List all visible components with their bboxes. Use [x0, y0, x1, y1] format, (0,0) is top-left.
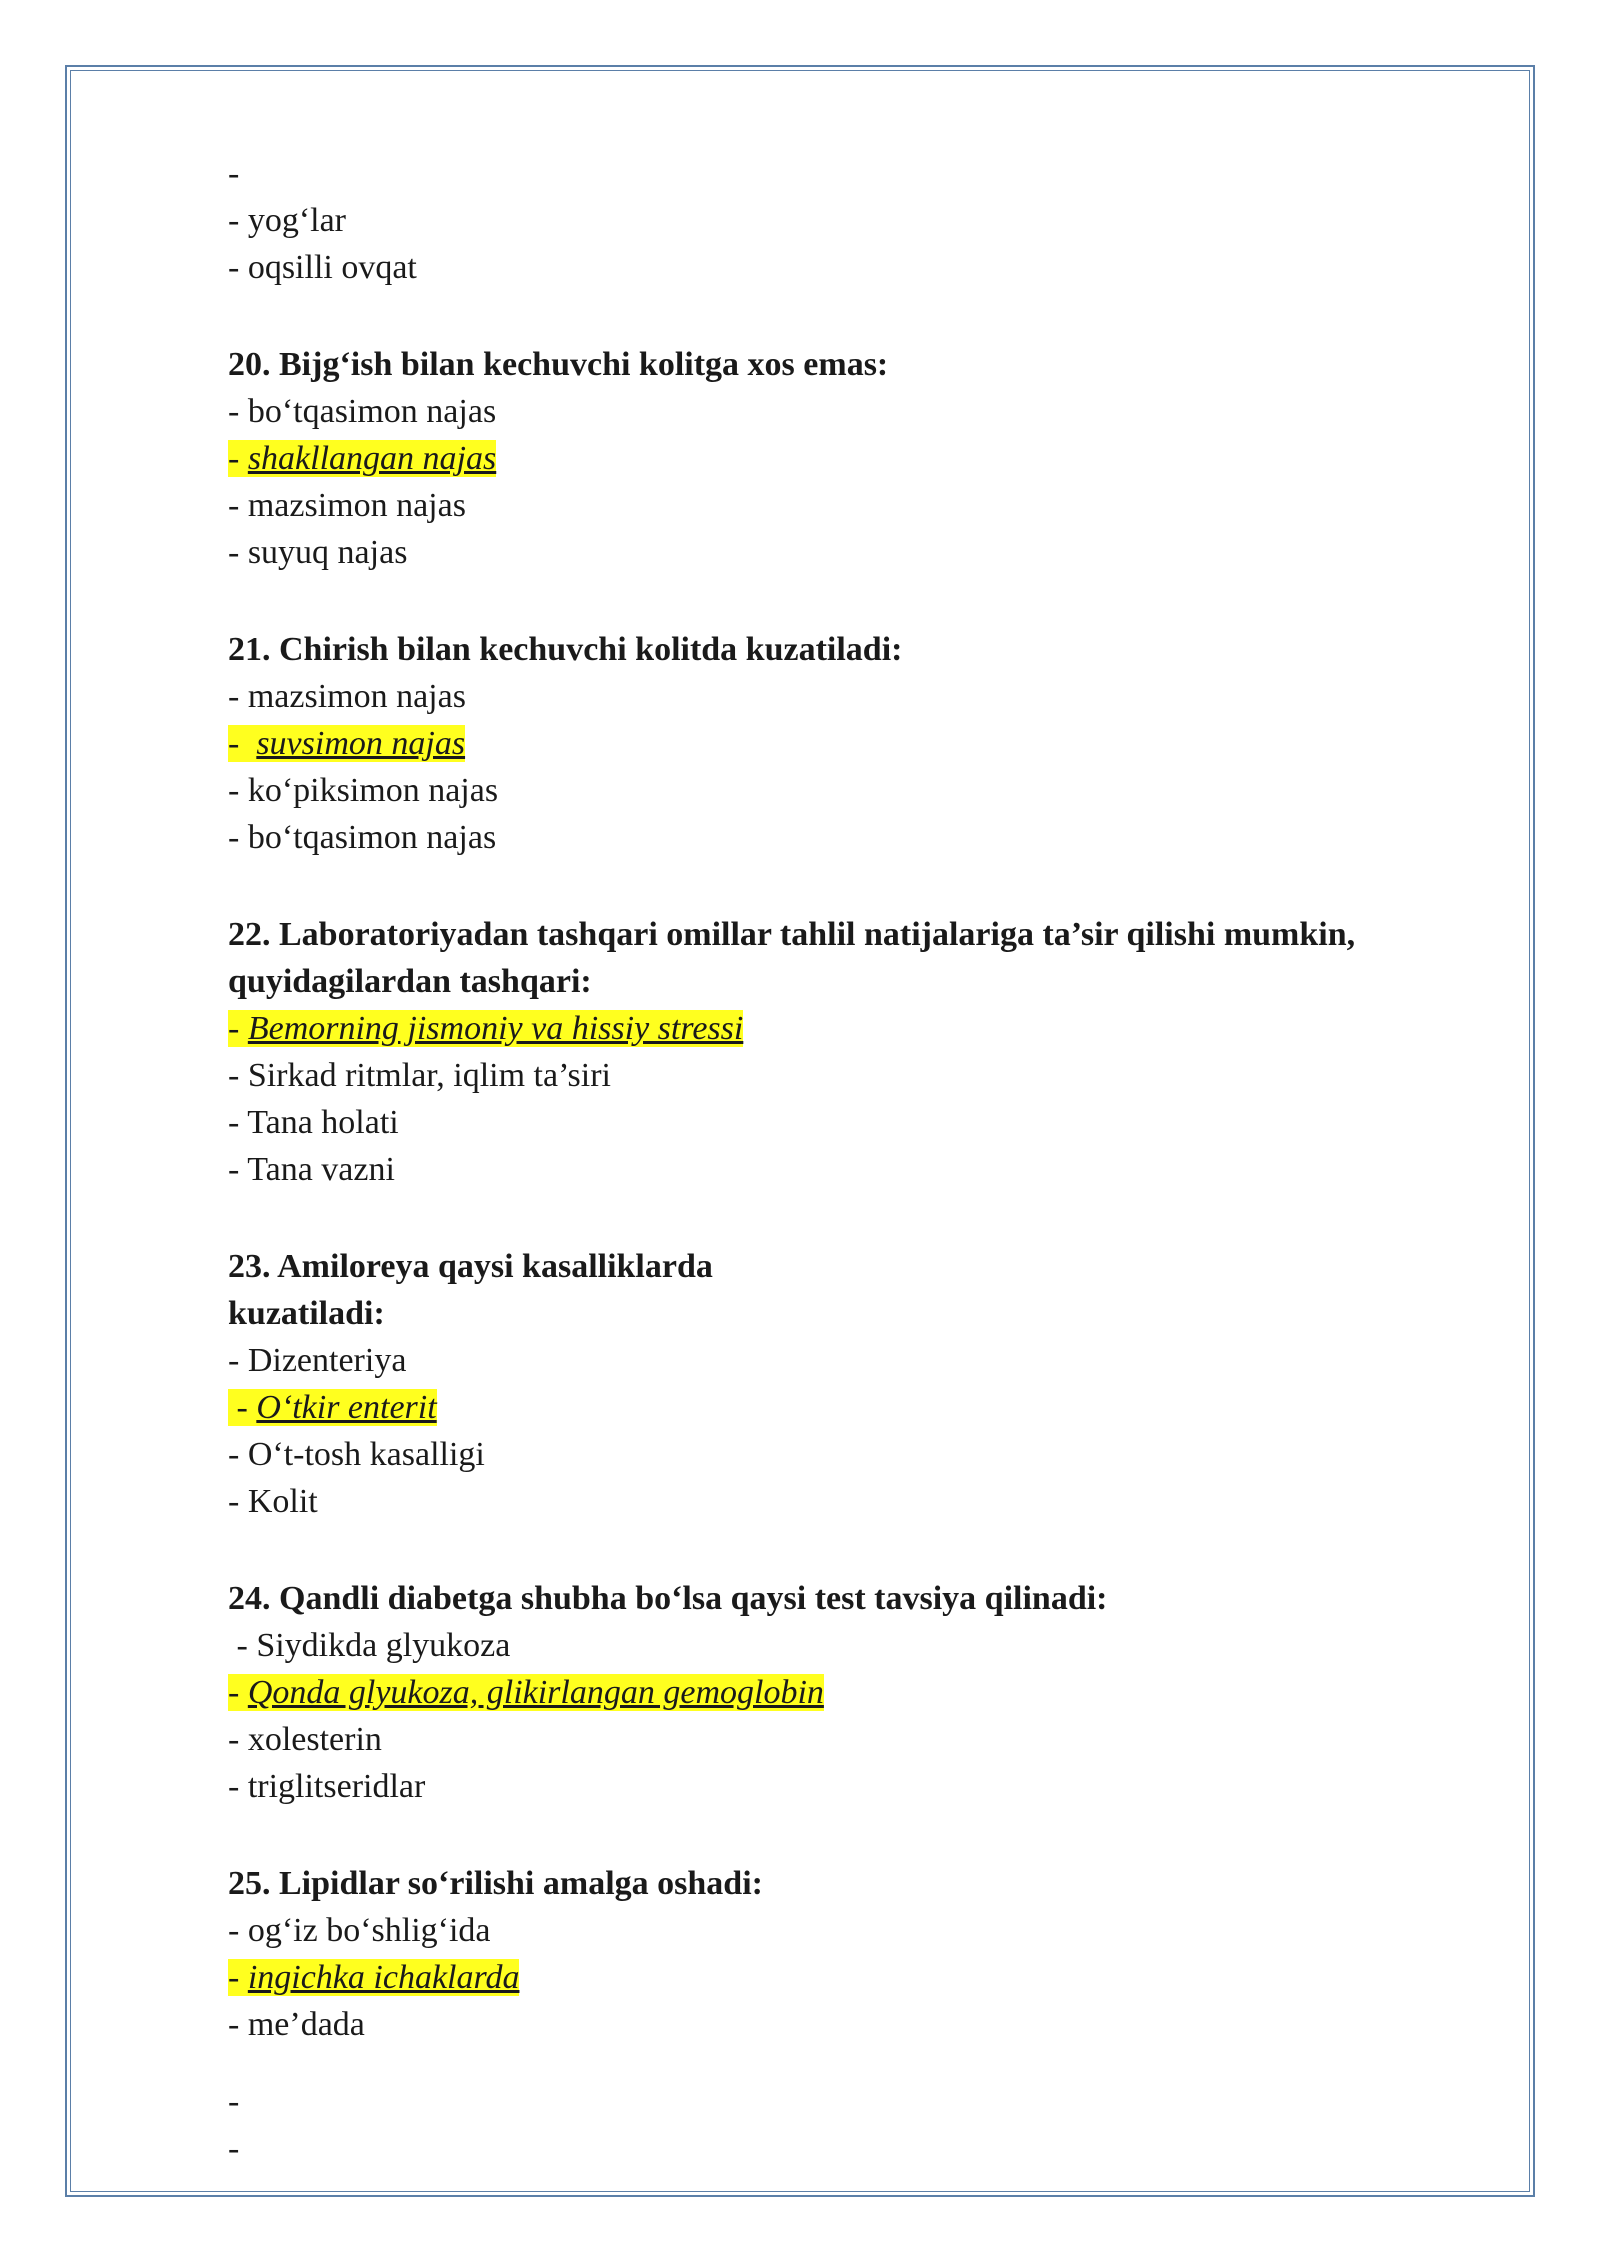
option-prefix: - — [228, 1436, 248, 1473]
option-wrap — [228, 487, 466, 524]
option-prefix: - — [228, 1721, 248, 1758]
option-wrap — [228, 393, 496, 430]
intro-line: - oqsilli ovqat — [228, 249, 417, 286]
answer-option — [228, 482, 1498, 529]
option-text: Tana vazni — [247, 1151, 395, 1188]
intro-line: - yog‘lar — [228, 202, 347, 239]
option-wrap — [228, 772, 498, 809]
intro-line: - — [228, 155, 240, 192]
option-wrap — [228, 1768, 425, 1805]
answer-option — [228, 1431, 1498, 1478]
option-text: bo‘tqasimon najas — [247, 819, 497, 856]
option-text: suvsimon najas — [256, 725, 466, 762]
option-text: ko‘piksimon najas — [247, 772, 499, 809]
option-wrap — [228, 2006, 365, 2043]
option-prefix: - — [228, 1912, 248, 1949]
option-text: og‘iz bo‘shlig‘ida — [247, 1912, 491, 1949]
highlight-mark — [228, 1674, 824, 1711]
option-prefix: - — [228, 1389, 257, 1426]
option-text: mazsimon najas — [247, 487, 466, 524]
answer-option — [228, 1099, 1498, 1146]
answer-option — [228, 1763, 1498, 1810]
option-wrap — [228, 1721, 382, 1758]
option-text: shakllangan najas — [247, 440, 497, 477]
option-wrap — [228, 1151, 395, 1188]
option-wrap — [228, 1342, 406, 1379]
answer-option — [228, 1052, 1498, 1099]
answer-option — [228, 1478, 1498, 1525]
trailing-line: - — [228, 2130, 240, 2167]
answer-option — [228, 388, 1498, 435]
option-prefix: - — [228, 1768, 248, 1805]
question-title: 20. Bijg‘ish bilan kechuvchi kolitga xos emas: — [228, 346, 889, 383]
option-prefix: - — [228, 725, 257, 762]
answer-option — [228, 814, 1498, 861]
question-list — [228, 341, 1498, 2048]
option-prefix: - — [228, 393, 248, 430]
option-text: Tana holati — [247, 1104, 399, 1141]
option-text: suyuq najas — [247, 534, 408, 571]
option-text: Bemorning jismoniy va hissiy stressi — [247, 1010, 744, 1047]
document-content — [228, 150, 1498, 2172]
question-block — [228, 911, 1498, 1193]
answer-option-correct — [228, 1384, 1498, 1431]
option-text: mazsimon najas — [247, 678, 466, 715]
option-text: Dizenteriya — [247, 1342, 407, 1379]
question-block — [228, 1575, 1498, 1810]
answer-option — [228, 1716, 1498, 1763]
option-text: Sirkad ritmlar, iqlim ta’siri — [247, 1057, 611, 1094]
option-prefix: - — [228, 487, 248, 524]
answer-option-correct — [228, 1005, 1498, 1052]
highlight-mark — [228, 1389, 437, 1426]
question-block — [228, 1860, 1498, 2048]
option-prefix: - — [228, 1959, 248, 1996]
option-wrap — [228, 1483, 318, 1520]
highlight-mark — [228, 1959, 519, 1996]
answer-option-correct — [228, 1669, 1498, 1716]
answer-option-correct — [228, 1954, 1498, 2001]
option-wrap — [228, 1627, 510, 1664]
option-prefix: - — [228, 1151, 248, 1188]
option-text: O‘t-tosh kasalligi — [247, 1436, 485, 1473]
highlight-mark — [228, 725, 465, 762]
option-text: me’dada — [247, 2006, 365, 2043]
question-title: 23. Amiloreya qaysi kasalliklarda kuzatiladi: — [228, 1248, 713, 1332]
option-prefix: - — [228, 2006, 248, 2043]
option-prefix: - — [228, 1674, 248, 1711]
option-prefix: - — [228, 819, 248, 856]
answer-option — [228, 1337, 1498, 1384]
option-text: O‘tkir enterit — [256, 1389, 437, 1426]
option-prefix: - — [228, 772, 248, 809]
option-prefix: - — [228, 534, 248, 571]
question-title: 21. Chirish bilan kechuvchi kolitda kuzatiladi: — [228, 631, 903, 668]
option-wrap — [228, 534, 407, 571]
answer-option — [228, 1907, 1498, 1954]
option-text: xolesterin — [247, 1721, 382, 1758]
option-wrap — [228, 819, 496, 856]
option-prefix: - — [228, 1057, 248, 1094]
option-text: Siydikda glyukoza — [256, 1627, 511, 1664]
option-prefix: - — [228, 1010, 248, 1047]
option-wrap — [228, 1912, 491, 1949]
answer-option-correct — [228, 435, 1498, 482]
option-wrap — [228, 1436, 485, 1473]
option-prefix: - — [228, 440, 248, 477]
option-prefix: - — [228, 678, 248, 715]
answer-option — [228, 767, 1498, 814]
question-title: 25. Lipidlar so‘rilishi amalga oshadi: — [228, 1865, 763, 1902]
question-title: 24. Qandli diabetga shubha bo‘lsa qaysi test tavsiya qilinadi: — [228, 1580, 1108, 1617]
highlight-mark — [228, 1010, 743, 1047]
option-text: Kolit — [247, 1483, 318, 1520]
answer-option — [228, 2001, 1498, 2048]
question-block — [228, 341, 1498, 576]
answer-option — [228, 673, 1498, 720]
option-text: bo‘tqasimon najas — [247, 393, 497, 430]
question-block — [228, 626, 1498, 861]
option-prefix: - — [228, 1342, 248, 1379]
option-text: ingichka ichaklarda — [247, 1959, 520, 1996]
answer-option-correct — [228, 720, 1498, 767]
highlight-mark — [228, 440, 496, 477]
option-prefix: - — [228, 1627, 257, 1664]
option-text: Qonda glyukoza, glikirlangan gemoglobin — [247, 1674, 824, 1711]
intro-block — [228, 150, 1498, 291]
trailing-block — [228, 2078, 1498, 2172]
option-text: triglitseridlar — [247, 1768, 426, 1805]
option-wrap — [228, 678, 466, 715]
question-title: 22. Laboratoriyadan tashqari omillar tahlil natijalariga ta’sir qilishi mumkin, quyidagilardan tashqari: — [228, 916, 1356, 1000]
option-wrap — [228, 1104, 399, 1141]
answer-option — [228, 529, 1498, 576]
answer-option — [228, 1146, 1498, 1193]
answer-option — [228, 1622, 1498, 1669]
question-block — [228, 1243, 1498, 1525]
trailing-line: - — [228, 2083, 240, 2120]
option-wrap — [228, 1057, 611, 1094]
option-prefix: - — [228, 1483, 248, 1520]
option-prefix: - — [228, 1104, 248, 1141]
